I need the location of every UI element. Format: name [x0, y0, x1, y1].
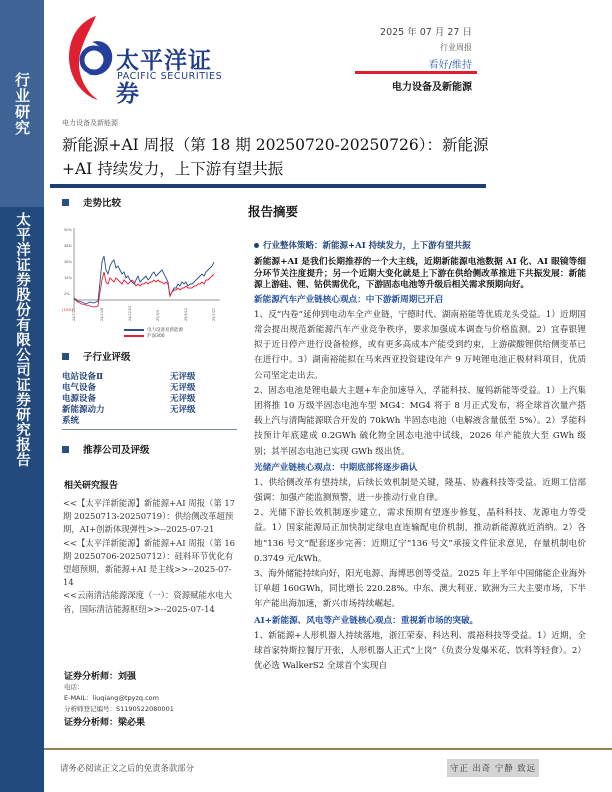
trend-heading: 走势比较	[83, 198, 122, 209]
y-tick: (10%)	[62, 308, 73, 312]
report-date: 2025 年 07 月 27 日	[380, 27, 472, 38]
paragraph: 1、新能源+人形机器人持续落地，浙江荣泰、科达利、震裕科技等受益。1）近期，全球首家特斯拉餐厅开张，人形机器人正式“上岗”（负责分发爆米花、饮料等轻食）。2）优必选 WalkerS2 全球首个实现自	[254, 630, 586, 672]
series-index-line	[74, 272, 214, 307]
summary-heading: 报告摘要	[248, 204, 299, 219]
analyst-reg-number: 分析师登记编号：S1190522080001	[64, 705, 174, 713]
rating-row: 新能源动力 无评级	[62, 405, 196, 415]
disclaimer-note: 请务必阅读正文之后的免责条款部分	[60, 763, 194, 773]
trend-section	[62, 195, 237, 209]
paragraph: 2、光储下游长效机制逐步建立，需求预期有望逐步修复，晶科科技、龙源电力等受益。1）国家能源局正加快制定绿电直连输配电价机制，推动新能源就近消纳。2）各地“136 号文”配套逐步完善：近期辽宁“136 号文”承接文件征求意见，存量机制电价 0.3749 元/kWh。	[254, 508, 586, 564]
related-report-link[interactable]: <<云南清洁能源深度（一）：资源赋能水电大省，国际清洁能源枢纽>>--2025-07-14	[63, 590, 232, 614]
x-tick: 24/12/20	[128, 305, 132, 321]
y-tick: 14%	[64, 276, 72, 280]
y-tick: 38%	[64, 244, 72, 248]
chart-legend	[124, 327, 183, 339]
title-divider	[50, 184, 486, 188]
series-sector-line	[74, 256, 214, 304]
legend-swatch-sector	[124, 329, 144, 331]
header-divider	[355, 71, 477, 74]
rating-row: 电气设备 无评级	[62, 383, 196, 393]
analyst-info	[64, 669, 239, 728]
breadcrumb: 电力设备及新能源	[62, 119, 118, 127]
recommend-heading: 推荐公司及评级	[83, 445, 150, 456]
sidebar-company-label: 太平洋证券股份有限公司证券研究报告	[14, 212, 30, 467]
analyst-phone: 电话：	[64, 683, 84, 691]
summary-body	[254, 239, 586, 674]
paragraph: 1、反“内卷”延伸到电动车全产业链，宁德时代、湖南裕能等优质龙头受益。1）近期国常会提出规范新能源汽车产业竞争秩序，要求加强成本调查与价格监测。2）宜春银锂拟于近日停产进行设备检修，或有更多高成本产能受到约束，上游碳酸锂供给侧变革已在进行中。3）湖南裕能拟在马来西亚投资建设年产 9 万吨锂电池正极材料项目，优质公司坚定走出去。	[254, 309, 586, 381]
logo-name-en: PACIFIC SECURITIES	[117, 71, 223, 82]
sub-industry-heading: 子行业评级	[83, 352, 131, 363]
industry-rating: 看好/维持	[428, 60, 472, 71]
logo-name-cn: 太平洋证券	[116, 48, 212, 107]
x-tick: 24/10/8	[100, 307, 104, 321]
sidebar-category-label: 行业研究	[13, 72, 31, 136]
summary-lead: 新能源+AI 是我们长期推荐的一个大主线，近期新能源电池数据 AI 化、AI 眼镜等细分环节关注度提升；另一个近期大变化就是上下游在供给侧改革推进下共振发展：新能源上游硅、锂、钴供需优化，下游固态电池等升级后相关需求预期向好。	[254, 257, 586, 291]
related-report-link[interactable]: <<【太平洋新能源】新能源+AI 周报（第 16 期 20250706-20250712）：硅料环节优化有望超预期，新能源+AI 是主线>>--2025-07-14	[63, 537, 236, 588]
x-tick: 25/3/3	[156, 310, 160, 321]
paragraph: 1、供给侧改革有望持续，后续长效机制是关键，隆基、协鑫科技等受益。近期工信部强调：加强产能监测预警，进一步推动行业自律。	[254, 477, 586, 504]
legend-label: 沪深300	[147, 334, 165, 339]
recommend-section	[62, 442, 237, 456]
y-tick: 26%	[64, 260, 72, 264]
logo-emblem-icon	[62, 12, 122, 102]
rating-row: 系统	[62, 416, 80, 426]
legend-swatch-index	[124, 335, 144, 337]
x-tick: 24/7/26	[72, 307, 76, 321]
y-tick: 50%	[64, 228, 72, 232]
section-heading-ev: 新能源汽车产业链核心观点：中下游新周期已开启	[254, 294, 444, 305]
paragraph: 3、海外储能持续向好，阳光电源、海博思创等受益。2025 年上半年中国储能企业海外订单超 160GWh，同比增长 220.28%。中东、澳大利亚、欧洲为三大主要市场，下半年产能出海加速，新兴市场持续崛起。	[254, 569, 586, 610]
related-reports	[63, 497, 238, 616]
company-motto: 守正 出奇 宁静 致远	[447, 759, 539, 777]
sub-industry-table	[62, 372, 232, 427]
legend-label: 电力设备及新能源	[147, 328, 183, 333]
bullet-dot-icon	[254, 243, 259, 248]
analyst-name: 证券分析师：梁必果	[64, 718, 146, 728]
rating-row: 电源设备 无评级	[62, 394, 196, 404]
sub-industry-section	[62, 349, 237, 363]
analyst-name: 证券分析师：刘强	[64, 672, 137, 682]
x-tick: 25/7/27	[212, 307, 216, 321]
rating-row: 电站设备Ⅱ 无评级	[62, 372, 196, 382]
section-heading-ai: AI+新能源、风电等产业链核心观点：重视新市场的突破。	[254, 615, 479, 626]
x-tick: 25/5/15	[184, 307, 188, 321]
footer-divider	[44, 748, 612, 750]
report-type: 行业周报	[440, 43, 472, 52]
analyst-email[interactable]: E-MAIL：liuqiang@tpyzq.com	[64, 694, 159, 702]
paragraph: 2、固态电池是锂电最大主题+车企加速导入，孚能科技、厦钨新能等受益。1）上汽集团将推 10 万级半固态电池车型 MG4：MG4 将于 8 月正式发布，将全球首次量产搭载上汽与清陶能源联合开发的 70kWh 半固态电池（电解液含量低至 5%）。2）孚能科技预计年底建成 0.2GWh 硫化物全固态电池中试线，2026 年产能放大至 GWh 级别；其半固态电池已实现 GWh 级出货。	[254, 385, 586, 457]
company-logo	[62, 12, 232, 107]
sector-label: 电力设备及新能源	[392, 82, 472, 93]
strategy-heading: 行业整体策略：新能源+AI 持续发力，上下游有望共振	[263, 241, 471, 251]
square-bullet-icon	[62, 353, 69, 360]
related-heading: 相关研究报告	[64, 481, 119, 491]
square-bullet-icon	[62, 446, 69, 453]
related-report-link[interactable]: <<【太平洋新能源】新能源+AI 周报（第 17 期 20250713-20250719）：供给侧改革超预期，AI+创新体现弹性>>--2025-07-21	[63, 498, 236, 535]
report-title: 新能源+AI 周报（第 18 期 20250720-20250726）：新能源+AI 持续发力，上下游有望共振	[62, 136, 489, 178]
trend-chart	[62, 222, 237, 324]
y-tick: 2%	[64, 292, 70, 296]
section-heading-pv: 光储产业链核心观点：中期底部将逐步确认	[254, 462, 418, 473]
square-bullet-icon	[62, 199, 69, 206]
section-divider	[62, 429, 237, 430]
